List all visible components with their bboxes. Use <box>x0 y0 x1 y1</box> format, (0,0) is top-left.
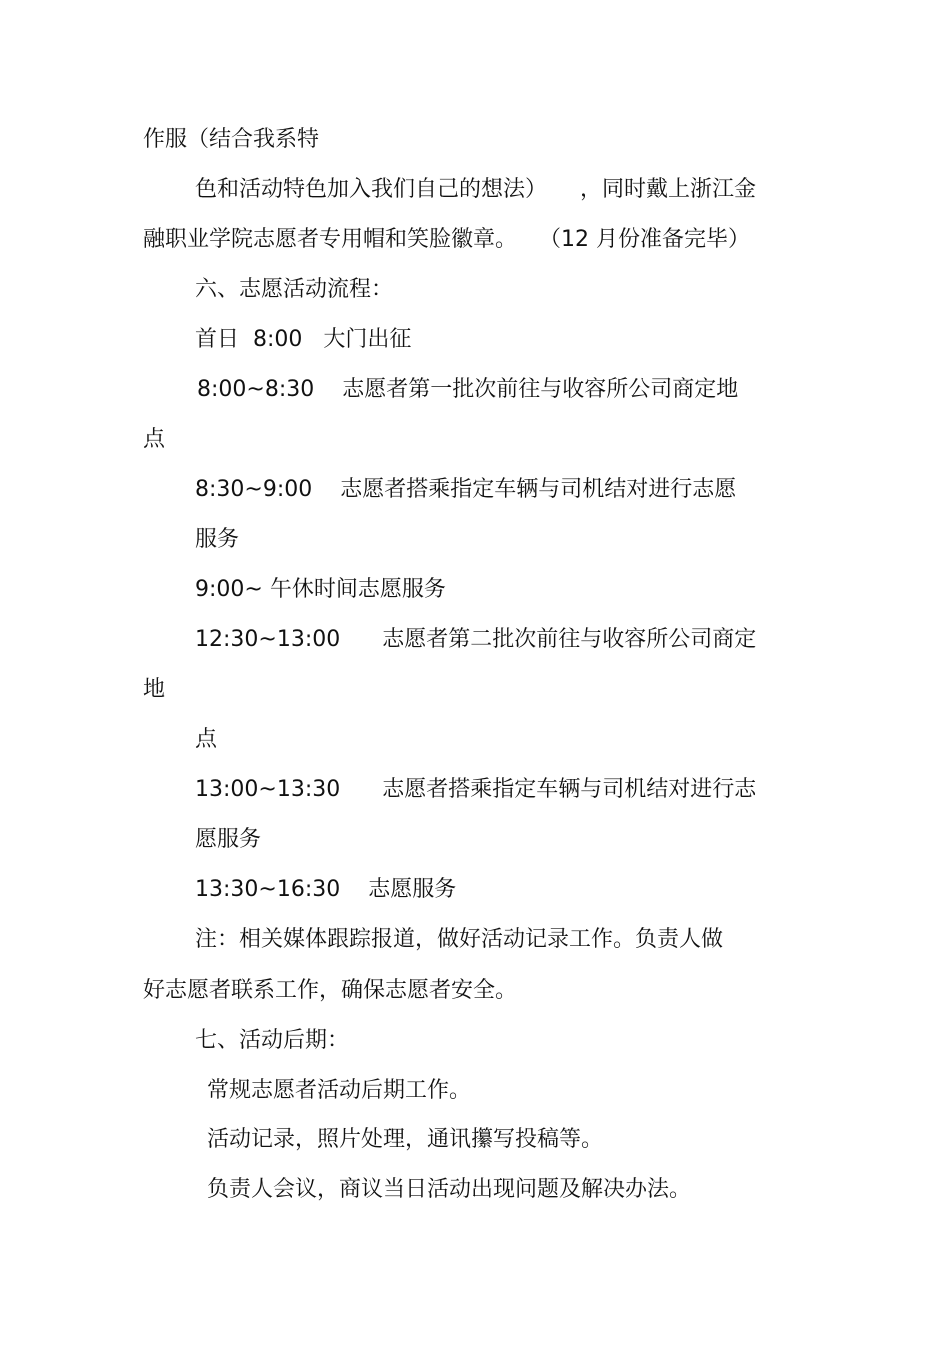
list-item: 负责人会议，商议当日活动出现问题及解决办法。 <box>207 1177 692 1202</box>
text-line: 地 <box>143 677 166 702</box>
schedule-item: 9:00~ 午休时间志愿服务 <box>195 577 446 602</box>
note-line: 注：相关媒体跟踪报道，做好活动记录工作。负责人做 <box>195 927 724 952</box>
schedule-item: 13:30~16:30 志愿服务 <box>195 877 457 902</box>
schedule-item: 8:30~9:00 志愿者搭乘指定车辆与司机结对进行志愿 <box>195 477 737 502</box>
text-line: 愿服务 <box>195 827 262 852</box>
text-line: 服务 <box>195 527 240 552</box>
text-line: 作服（结合我系特 <box>143 127 320 152</box>
schedule-item: 首日 8:00 大门出征 <box>195 327 412 352</box>
note-line: 好志愿者联系工作，确保志愿者安全。 <box>143 978 518 1003</box>
text-line: 融职业学院志愿者专用帽和笑脸徽章。 （12 月份准备完毕） <box>143 227 750 252</box>
text-line: 点 <box>143 427 166 452</box>
list-item: 活动记录，照片处理，通讯攥写投稿等。 <box>207 1127 604 1152</box>
text-line: 点 <box>195 727 218 752</box>
section-heading: 七、活动后期： <box>195 1028 350 1053</box>
schedule-item: 13:00~13:30 志愿者搭乘指定车辆与司机结对进行志 <box>195 777 757 802</box>
list-item: 常规志愿者活动后期工作。 <box>207 1078 472 1103</box>
schedule-item: 8:00~8:30 志愿者第一批次前往与收容所公司商定地 <box>197 377 739 402</box>
text-line: 色和活动特色加入我们自己的想法） ，同时戴上浙江金 <box>195 177 757 202</box>
schedule-item: 12:30~13:00 志愿者第二批次前往与收容所公司商定 <box>195 627 757 652</box>
section-heading: 六、志愿活动流程： <box>195 277 394 302</box>
